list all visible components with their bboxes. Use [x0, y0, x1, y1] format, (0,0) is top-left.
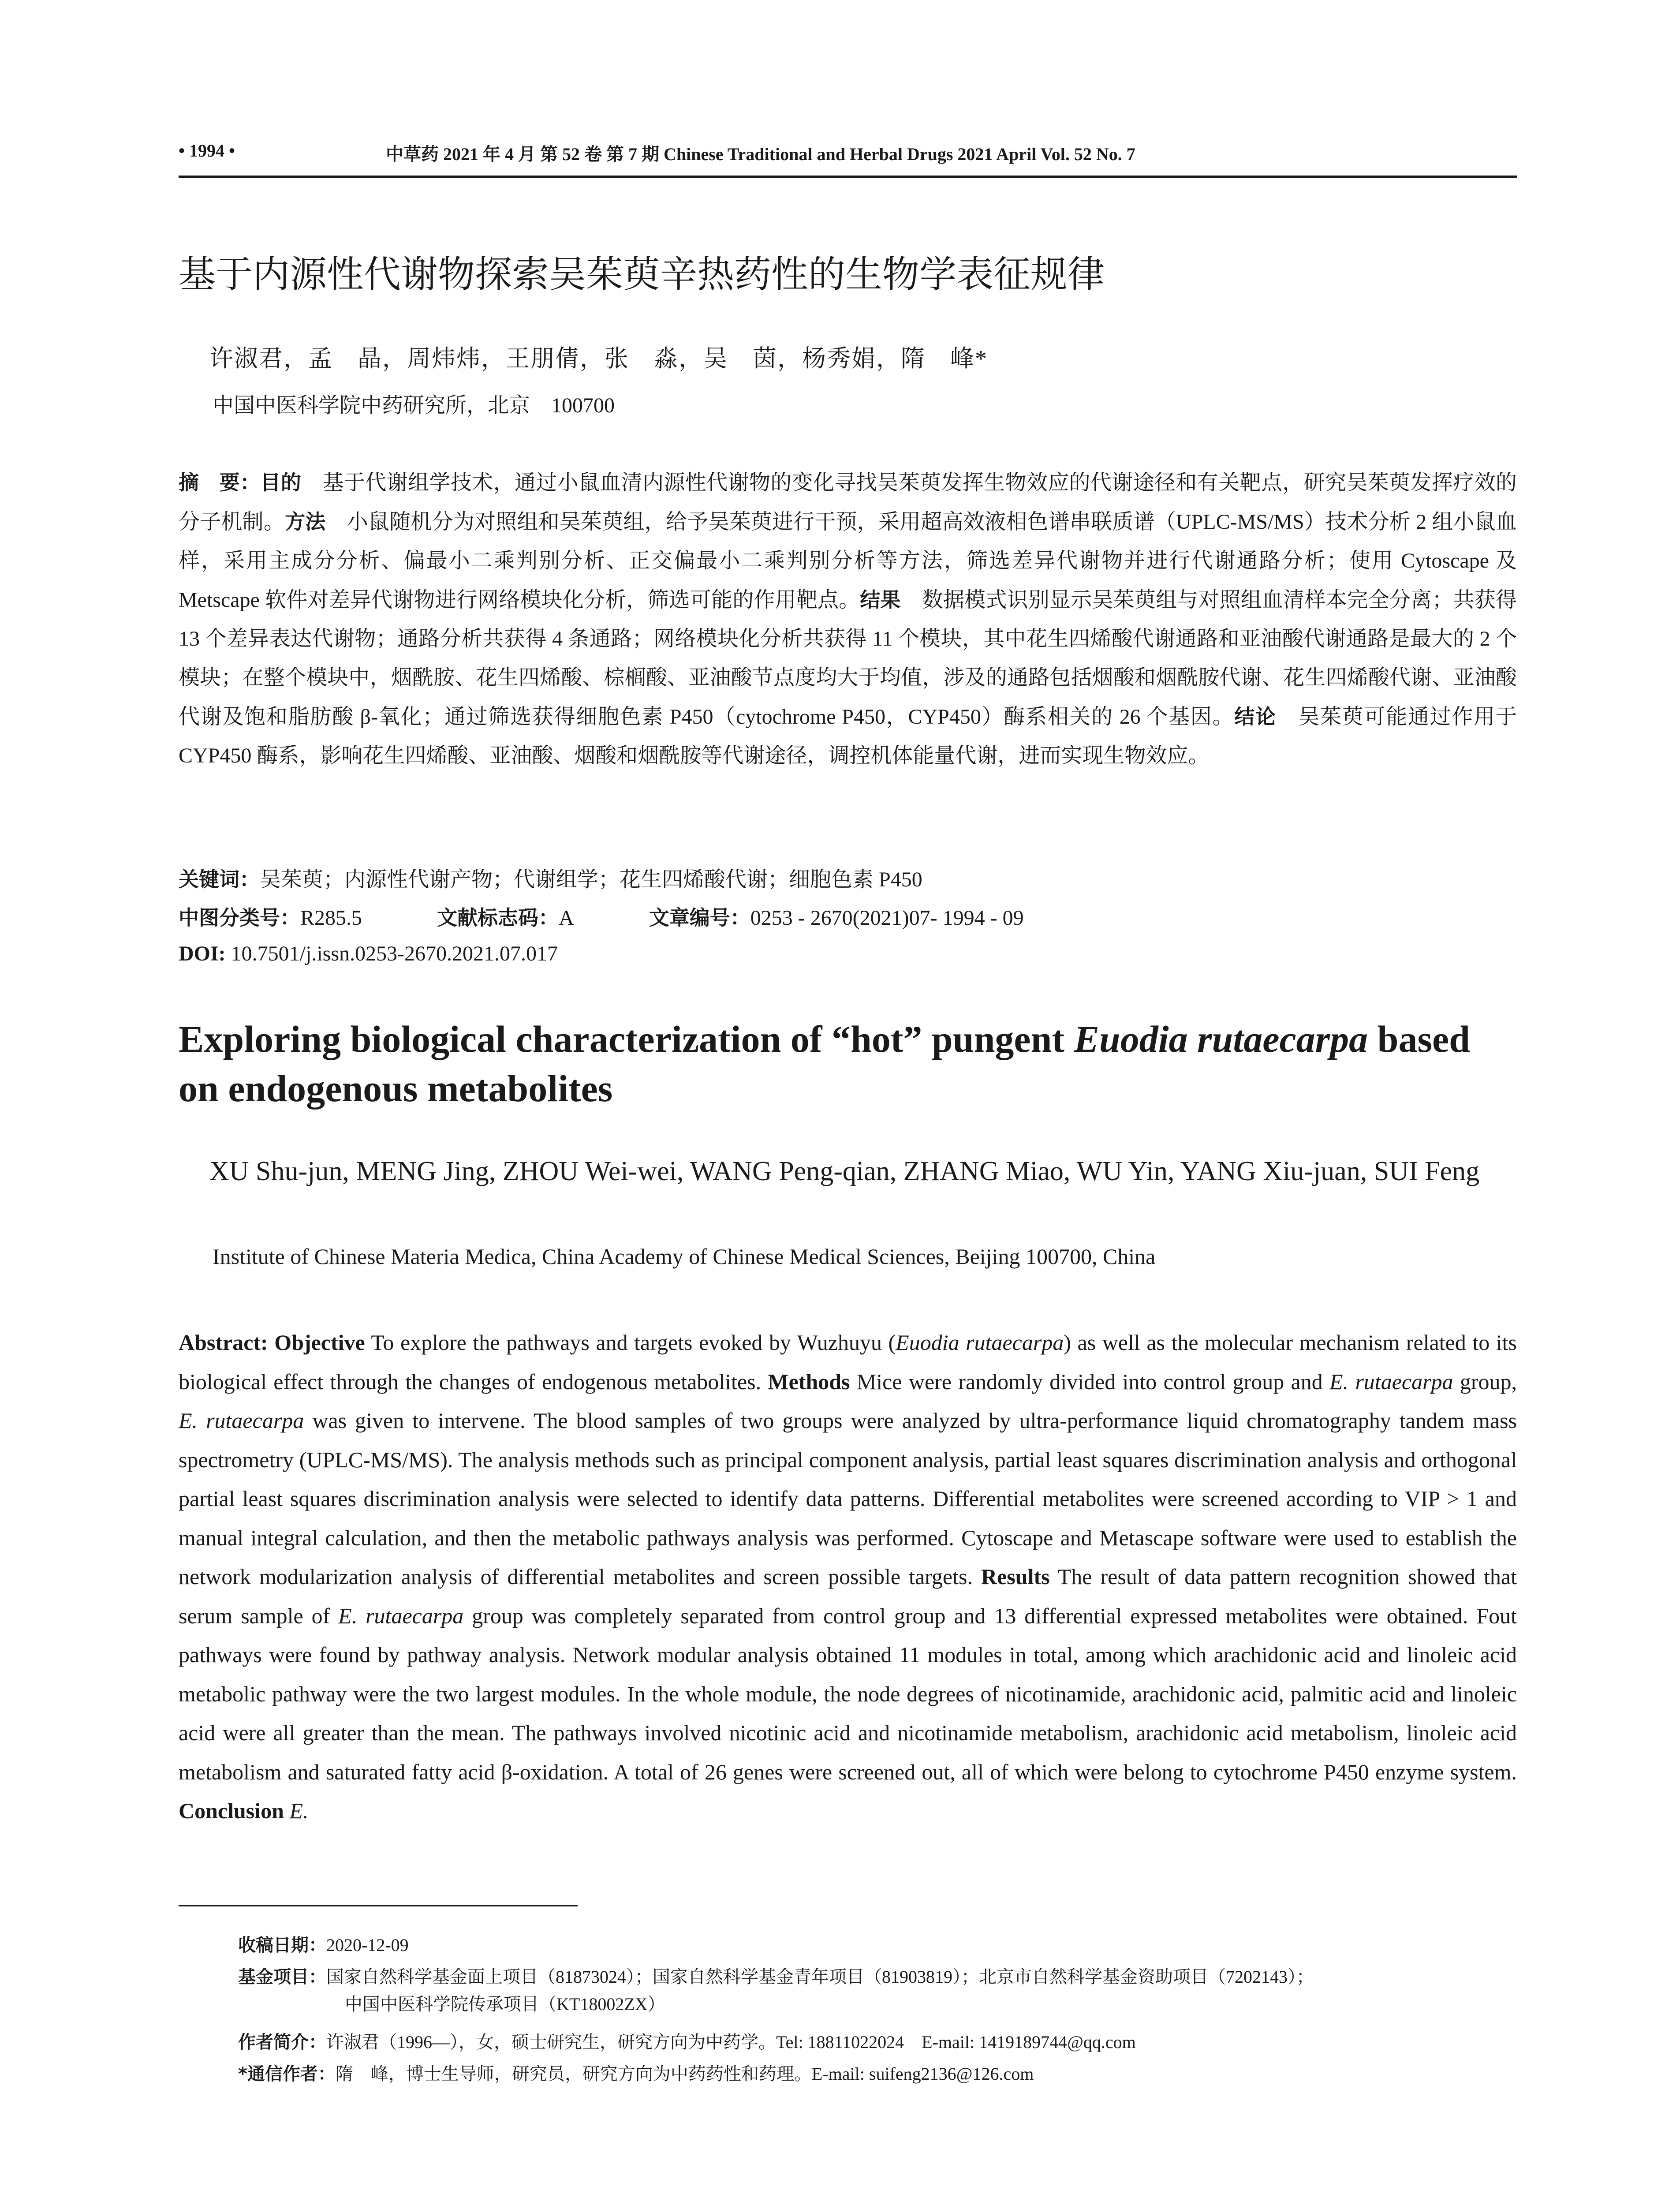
methods-label-cn: 方法	[285, 510, 326, 534]
results-species-en: E. rutaecarpa	[338, 1603, 464, 1628]
objective-label-en: Objective	[268, 1330, 365, 1355]
objective-text-cn: 基于代谢组学技术，通过小鼠血清内源性代谢物的变化寻找吴茱萸发挥生物效应的代谢途径和有关靶点，研究吴茱萸发挥疗效的分子机制。	[179, 471, 1517, 534]
methods-species-en-2: E. rutaecarpa	[179, 1408, 304, 1433]
conclusion-species-en: E.	[284, 1798, 309, 1823]
page-number: • 1994 •	[179, 141, 235, 161]
page-header	[179, 140, 1517, 180]
conclusion-text-cn: 吴茱萸可能通过作用于 CYP450 酶系，影响花生四烯酸、亚油酸、烟酸和烟酰胺等代谢途径，调控机体能量代谢，进而实现生物效应。	[179, 705, 1517, 767]
doi-line	[179, 942, 558, 966]
received-value: 2020-12-09	[326, 1935, 409, 1955]
abstract-english	[179, 1323, 1517, 1831]
footnote-fund	[238, 1963, 1517, 2018]
methods-species-en-1: E. rutaecarpa	[1329, 1369, 1453, 1394]
results-label-cn: 结果	[860, 588, 901, 612]
keywords-label: 关键词：	[179, 867, 260, 891]
affiliation-chinese: 中国中医科学院中药研究所，北京 100700	[213, 394, 615, 417]
clc-value: R285.5	[300, 906, 362, 930]
journal-info: 中草药 2021 年 4 月 第 52 卷 第 7 期 Chinese Traditional and Herbal Drugs 2021 April Vol. 52 No. 7	[386, 144, 1135, 164]
conclusion-label-cn: 结论	[1234, 705, 1277, 729]
results-text-en-a: The result of data pattern recognition showed that serum sample of	[179, 1564, 1517, 1628]
fund-label: 基金项目：	[238, 1967, 326, 1987]
authors-english: XU Shu-jun, MENG Jing, ZHOU Wei-wei, WANG Peng-qian, ZHANG Miao, WU Yin, YANG Xiu-juan, SUI Feng	[209, 1156, 1480, 1186]
methods-text-en-b: group,	[1453, 1369, 1517, 1394]
title-chinese: 基于内源性代谢物探索吴茱萸辛热药性的生物学表征规律	[179, 253, 1105, 296]
results-label-en: Results	[981, 1564, 1050, 1589]
header-rule	[179, 176, 1517, 178]
corresponding-value: 隋 峰，博士生导师，研究员，研究方向为中药药性和药理。E-mail: suifeng2136@126.com	[335, 2064, 1034, 2084]
footnote-received	[238, 1932, 1517, 1959]
fund-value-1: 国家自然科学基金面上项目（81873024）；国家自然科学基金青年项目（81903819）；北京市自然科学基金资助项目（7202143）；	[326, 1967, 1314, 1987]
corresponding-label: *通信作者：	[238, 2064, 336, 2084]
doi-value: 10.7501/j.issn.0253-2670.2021.07.017	[225, 942, 558, 965]
abstract-chinese	[179, 463, 1517, 775]
footnote-rule	[179, 1905, 578, 1906]
results-text-en-b: group was completely separated from control group and 13 differential expressed metabolites were obtained. Fout pathways were found by pathway analysis. Network modular analysis obtained 11 modules in total, among which arachidonic acid and linoleic acid metabolic pathway were the two largest modules. In the whole module, the node degrees of nicotinamide, arachidonic acid, palmitic acid and linoleic acid were all greater than the mean. The pathways involved nicotinic acid and nicotinamide metabolism, arachidonic acid metabolism, linoleic acid metabolism and saturated fatty acid β-oxidation. A total of 26 genes were screened out, all of which were belong to cytochrome P450 enzyme system.	[179, 1603, 1517, 1784]
objective-species-en: Euodia rutaecarpa	[896, 1330, 1064, 1355]
affiliation-english: Institute of Chinese Materia Medica, China Academy of Chinese Medical Sciences, Beijing 100700, China	[213, 1244, 1156, 1269]
received-label: 收稿日期：	[238, 1935, 326, 1955]
conclusion-label-en: Conclusion	[179, 1798, 284, 1823]
author-bio-label: 作者简介：	[238, 2032, 326, 2052]
footnote-author	[238, 2029, 1517, 2056]
doc-code-label: 文献标志码：	[437, 906, 559, 930]
classification-line	[179, 902, 1024, 931]
clc-label: 中图分类号：	[179, 906, 300, 930]
results-text-cn: 数据模式识别显示吴茱萸组与对照组血清样本完全分离；共获得 13 个差异表达代谢物；通路分析共获得 4 条通路；网络模块化分析共获得 11 个模块，其中花生四烯酸代谢通路和亚油酸代谢通路是最大的 2 个模块；在整个模块中，烟酰胺、花生四烯酸、棕榈酸、亚油酸节点度均大于均值，涉及的通路包括烟酸和烟酰胺代谢、花生四烯酸代谢、亚油酸代谢及饱和脂肪酸 β-氧化；通过筛选获得细胞色素 P450（cytochrome P450，CYP450）酶系相关的 26 个基因。	[179, 588, 1517, 729]
keywords-chinese	[179, 862, 922, 893]
methods-text-en-a: Mice were randomly divided into control group and	[850, 1369, 1329, 1394]
keywords-value: 吴茱萸；内源性代谢产物；代谢组学；花生四烯酸代谢；细胞色素 P450	[260, 868, 922, 891]
methods-text-en-c: was given to intervene. The blood samples of two groups were analyzed by ultra-performance liquid chromatography tandem mass spectrometry (UPLC-MS/MS). The analysis methods such as principal component analysis, partial least squares discrimination analysis and orthogonal partial least squares discrimination analysis were selected to identify data patterns. Differential metabolites were screened according to VIP > 1 and manual integral calculation, and then the metabolic pathways analysis was performed. Cytoscape and Metascape software were used to establish the network modularization analysis of differential metabolites and screen possible targets.	[179, 1408, 1517, 1589]
title-en-species: Euodia rutaecarpa	[1074, 1018, 1368, 1060]
abstract-label-en: Abstract:	[179, 1330, 268, 1355]
methods-text-cn: 小鼠随机分为对照组和吴茱萸组，给予吴茱萸进行干预，采用超高效液相色谱串联质谱（UPLC-MS/MS）技术分析 2 组小鼠血样，采用主成分分析、偏最小二乘判别分析、正交偏最小二乘判别分析等方法，筛选差异代谢物并进行代谢通路分析；使用 Cytoscape 及 Metscape 软件对差异代谢物进行网络模块化分析，筛选可能的作用靶点。	[179, 510, 1517, 612]
article-number-label: 文章编号：	[649, 906, 750, 930]
title-en-part1: Exploring biological characterization of “hot” pungent	[179, 1018, 1074, 1060]
fund-value-2: 中国中医科学院传承项目（KT18002ZX）	[345, 1994, 665, 2014]
author-bio-value: 许淑君（1996—），女，硕士研究生，研究方向为中药学。Tel: 18811022024 E-mail: 1419189744@qq.com	[326, 2032, 1136, 2052]
doc-code-value: A	[559, 906, 574, 930]
objective-label-cn: 目的	[260, 471, 302, 494]
article-number-value: 0253 - 2670(2021)07- 1994 - 09	[750, 906, 1024, 930]
abstract-label-cn: 摘 要：	[179, 471, 261, 494]
methods-label-en: Methods	[768, 1369, 850, 1394]
title-en-part2: based on endogenous metabolites	[179, 1018, 1470, 1110]
authors-chinese: 许淑君，孟 晶，周炜炜，王朋倩，张 淼，吴 茵，杨秀娟，隋 峰*	[209, 345, 988, 372]
objective-text-en-a: To explore the pathways and targets evoked by Wuzhuyu (	[365, 1330, 896, 1355]
objective-text-en-b: ) as well as the molecular mechanism related to its biological effect through the changes of endogenous metabolites.	[179, 1330, 1517, 1394]
doi-label: DOI:	[179, 942, 226, 965]
title-english	[179, 1014, 1517, 1113]
footnote-corresponding	[238, 2060, 1517, 2088]
